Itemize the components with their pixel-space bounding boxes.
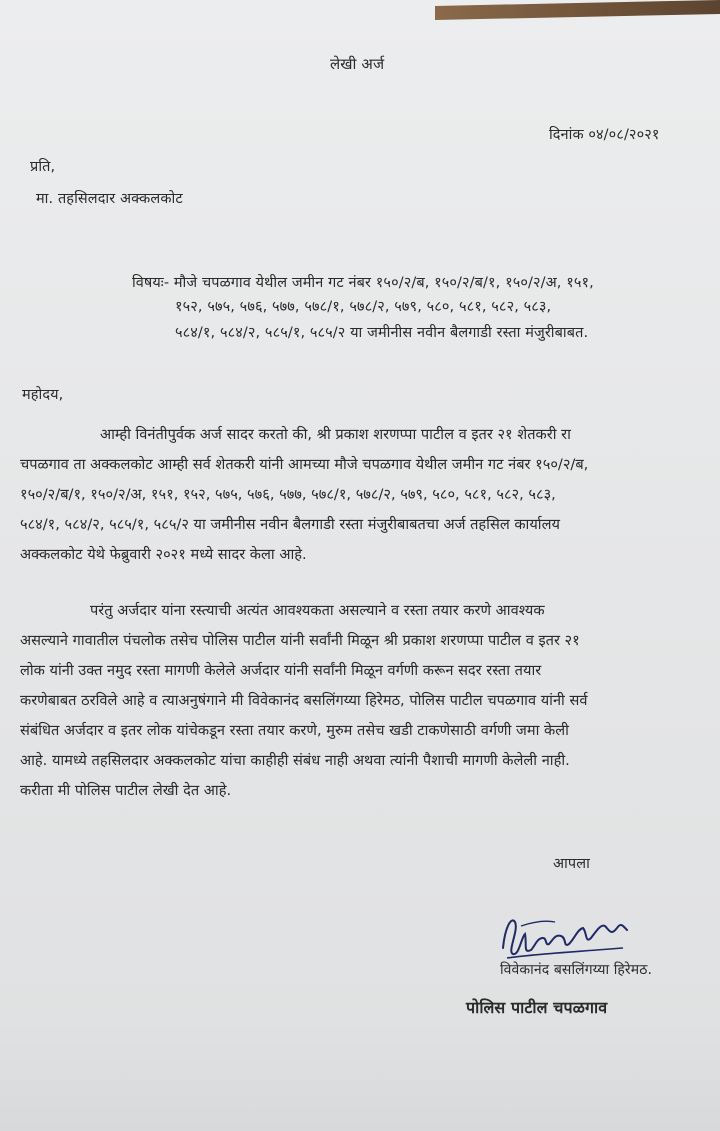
designation: पोलिस पाटील चपळगाव — [466, 998, 608, 1017]
table-edge — [435, 0, 720, 20]
salutation: महोदय, — [22, 387, 64, 403]
paragraph-line: आहे. यामध्ये तहसिलदार अक्कलकोट यांचा काहीही संबंध नाही अथवा त्यांनी पैशाची मागणी केलेली नाही. — [20, 752, 570, 769]
page-shadow — [0, 1020, 720, 1131]
paragraph-line: परंतु अर्जदार यांना रस्त्याची अत्यंत आवश्यकता असल्याने व रस्ता तयार करणे आवश्यक — [90, 602, 545, 619]
to-label: प्रति, — [30, 159, 56, 175]
paragraph-line: असल्याने गावातील पंचलोक तसेच पोलिस पाटील यांनी सर्वांनी मिळून श्री प्रकाश शरणप्पा पाटील व इतर २१ — [20, 632, 580, 649]
paragraph-line: करणेबाबत ठरविले आहे व त्याअनुषंगाने मी विवेकानंद बसलिंगय्या हिरेमठ, पोलिस पाटील चपळगाव यांनी सर्व — [20, 692, 588, 709]
closing: आपला — [553, 856, 590, 872]
paragraph-line: अक्कलकोट येथे फेब्रुवारी २०२१ मध्ये सादर केला आहे. — [20, 546, 307, 563]
signatory-name: विवेकानंद बसलिंगय्या हिरेमठ. — [500, 962, 653, 978]
paragraph-line: १५०/२/ब/१, १५०/२/अ, १५१, १५२, ५७५, ५७६, ५७७, ५७८/१, ५७८/२, ५७९, ५८०, ५८१, ५८२, ५८३, — [20, 486, 556, 503]
paragraph-line: संबंधित अर्जदार व इतर लोक यांचेकडून रस्ता तयार करणे, मुरुम तसेच खडी टाकणेसाठी वर्गणी जमा केली — [20, 722, 569, 739]
addressee: मा. तहसिलदार अक्कलकोट — [36, 191, 183, 207]
handwritten-signature — [493, 908, 633, 968]
letter-date: दिनांक ०४/०८/२०२१ — [549, 127, 660, 143]
paragraph-line: ५८४/१, ५८४/२, ५८५/१, ५८५/२ या जमीनीस नवीन बैलगाडी रस्ता मंजुरीबाबतचा अर्ज तहसिल कार्यालय — [20, 516, 560, 533]
subject-line: १५२, ५७५, ५७६, ५७७, ५७८/१, ५७८/२, ५७९, ५८०, ५८१, ५८२, ५८३, — [175, 299, 552, 315]
paragraph-line: आम्ही विनंतीपुर्वक अर्ज सादर करतो की, श्री प्रकाश शरणप्पा पाटील व इतर २१ शेतकरी रा — [100, 426, 571, 443]
paragraph-2 — [20, 596, 690, 806]
letter-title: लेखी अर्ज — [330, 55, 385, 73]
paragraph-line: लोक यांनी उक्त नमुद रस्ता मागणी केलेले अर्जदार यांनी सर्वांनी मिळून वर्गणी करून सदर रस्ता तयार — [20, 662, 542, 679]
paragraph-line: चपळगाव ता अक्कलकोट आम्ही सर्व शेतकरी यांनी आमच्या मौजे चपळगाव येथील जमीन गट नंबर १५०/२/ब, — [20, 456, 589, 473]
subject-line: विषयः- मौजे चपळगाव येथील जमीन गट नंबर १५०/२/ब, १५०/२/ब/१, १५०/२/अ, १५१, — [132, 275, 594, 291]
paragraph-line: करीता मी पोलिस पाटील लेखी देत आहे. — [20, 782, 232, 799]
subject-line: ५८४/१, ५८४/२, ५८५/१, ५८५/२ या जमीनीस नवीन बैलगाडी रस्ता मंजुरीबाबत. — [175, 325, 589, 341]
paragraph-1 — [20, 420, 690, 570]
